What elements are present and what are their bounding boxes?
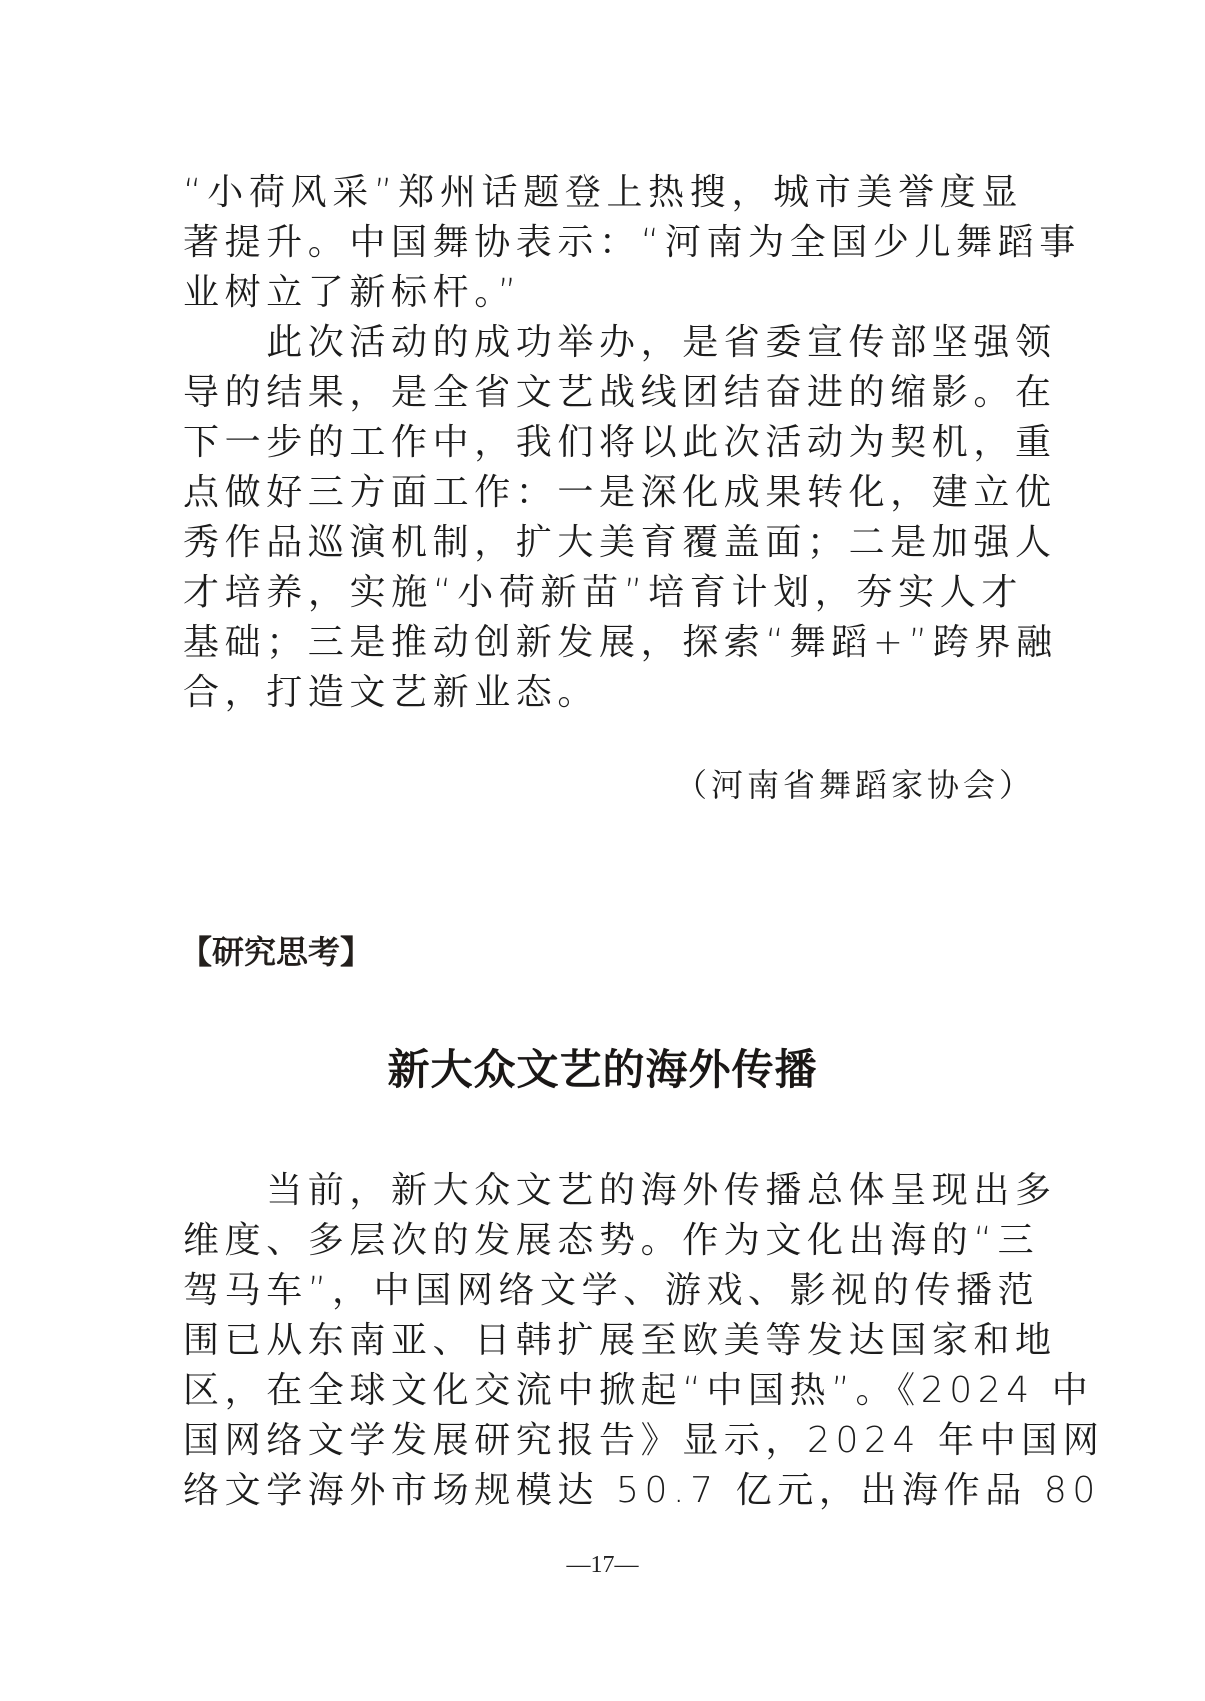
article2-line: 围已从东南亚、日韩扩展至欧美等发达国家和地: [183, 1320, 1057, 1361]
article1-line: “小荷风采”郑州话题登上热搜，城市美誉度显: [183, 172, 1023, 213]
article1-line: 合，打造文艺新业态。: [183, 672, 600, 713]
article1-line: 此次活动的成功举办，是省委宣传部坚强领: [183, 322, 1057, 363]
article2-line: 国网络文学发展研究报告》显示，2024 年中国网: [183, 1420, 1105, 1461]
article-title: 新大众文艺的海外传播: [387, 1045, 818, 1094]
article1-line: 点做好三方面工作：一是深化成果转化，建立优: [183, 472, 1057, 513]
article2-line: 络文学海外市场规模达 50.7 亿元，出海作品 80: [183, 1470, 1101, 1511]
article2-line: 驾马车”，中国网络文学、游戏、影视的传播范: [183, 1270, 1040, 1311]
article2-line: 维度、多层次的发展态势。作为文化出海的“三: [183, 1220, 1040, 1261]
article1-line: 才培养，实施“小荷新苗”培育计划，夯实人才: [183, 572, 1023, 613]
article1-line: 秀作品巡演机制，扩大美育覆盖面；二是加强人: [183, 522, 1057, 563]
article1-line: 导的结果，是全省文艺战线团结奋进的缩影。在: [183, 372, 1057, 413]
article1-line: 业树立了新标杆。”: [183, 272, 523, 313]
page-number: —17—: [566, 1552, 639, 1578]
article2-line: 当前，新大众文艺的海外传播总体呈现出多: [183, 1170, 1057, 1211]
article2-line: 区，在全球文化交流中掀起“中国热”。《2024 中: [183, 1370, 1094, 1411]
article1-line: 基础；三是推动创新发展，探索“舞蹈+”跨界融: [183, 622, 1058, 663]
article1-line: 著提升。中国舞协表示：“河南为全国少儿舞蹈事: [183, 222, 1081, 263]
section-tag: 【研究思考】: [180, 933, 373, 971]
article1-line: 下一步的工作中，我们将以此次活动为契机，重: [183, 422, 1057, 463]
article1-signature: （河南省舞蹈家协会）: [674, 766, 1035, 804]
